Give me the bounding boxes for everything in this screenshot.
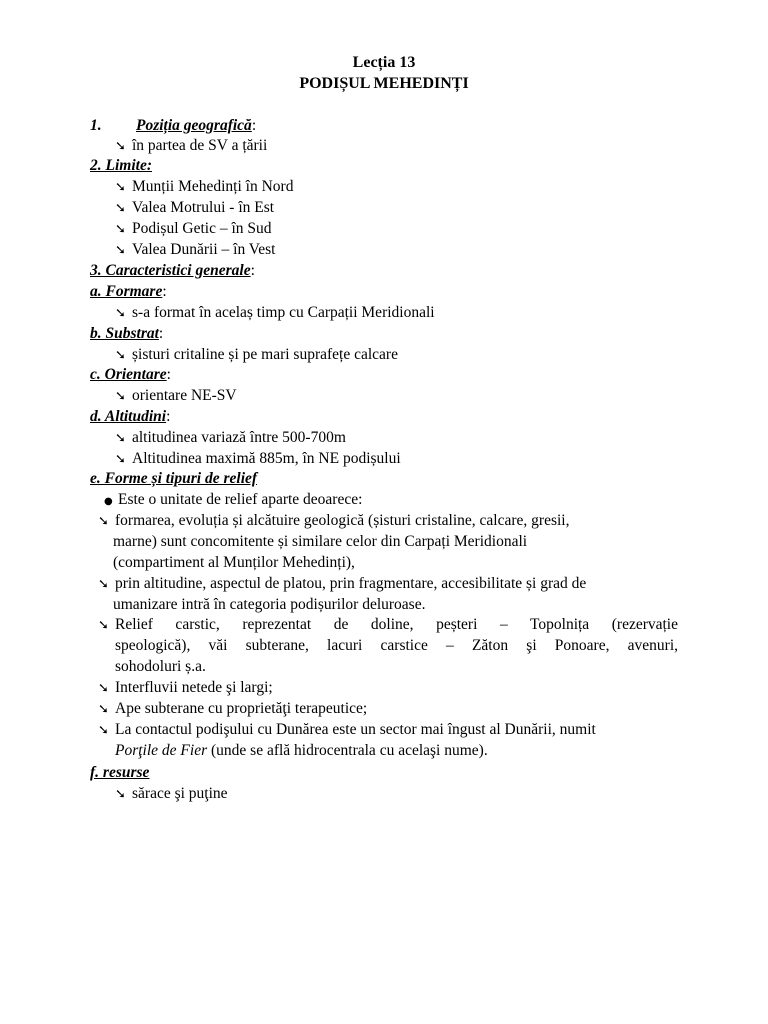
list-item: ● Este o unitate de relief aparte deoarece: <box>104 489 362 512</box>
section-1-heading: 1. Poziția geografică: <box>90 117 257 134</box>
arrow-down-right-icon: ➘ <box>98 681 109 696</box>
list-item-continuation: Porţile de Fier (unde se află hidrocentrala cu acelaşi nume). <box>115 742 488 759</box>
arrow-down-right-icon: ➘ <box>115 787 126 802</box>
arrow-down-right-icon: ➘ <box>115 348 126 363</box>
arrow-down-right-icon: ➘ <box>115 306 126 321</box>
list-item: ➘ formarea, evoluția și alcătuire geologică (șisturi cristaline, calcare, gresii, <box>98 510 569 532</box>
dot-bullet-icon: ● <box>104 496 113 507</box>
list-item: ➘ în partea de SV a țării <box>115 135 267 157</box>
arrow-down-right-icon: ➘ <box>98 577 109 592</box>
list-item: ➘ Relief carstic, reprezentat de doline, peșteri – Topolnița (rezervație <box>98 614 678 636</box>
italic-name: Porţile de Fier <box>115 742 208 759</box>
section-3-heading: 3. Caracteristici generale: <box>90 262 255 279</box>
subsection-c-heading: c. Orientare: <box>90 366 171 383</box>
list-item: ➘ Ape subterane cu proprietăţi terapeutice; <box>98 698 367 720</box>
section-2-heading: 2. Limite: <box>90 157 152 174</box>
arrow-down-right-icon: ➘ <box>115 389 126 404</box>
list-item: ➘ altitudinea variază între 500-700m <box>115 427 346 449</box>
list-item: ➘ Interfluvii netede şi largi; <box>98 677 273 699</box>
arrow-down-right-icon: ➘ <box>98 723 109 738</box>
list-item-continuation: (compartiment al Munților Mehedinți), <box>113 554 355 571</box>
arrow-down-right-icon: ➘ <box>98 702 109 717</box>
list-item-continuation: speologică), văi subterane, lacuri carstice – Zăton şi Ponoare, avenuri, <box>115 637 678 654</box>
list-item: ➘ șisturi critaline și pe mari suprafețe calcare <box>115 344 398 366</box>
subsection-a-heading: a. Formare: <box>90 283 167 300</box>
subsection-e-heading: e. Forme și tipuri de relief <box>90 470 258 487</box>
arrow-down-right-icon: ➘ <box>115 243 126 258</box>
arrow-down-right-icon: ➘ <box>115 201 126 216</box>
subsection-b-heading: b. Substrat: <box>90 325 164 342</box>
list-item: ➘ Munții Mehedinți în Nord <box>115 176 293 198</box>
list-item: ➘ s-a format în acelaș timp cu Carpații Meridionali <box>115 302 435 324</box>
lesson-title: Lecția 13 <box>352 54 416 71</box>
list-item-continuation: umanizare intră în categoria podișurilor deluroase. <box>113 596 426 613</box>
list-item: ➘ orientare NE-SV <box>115 385 237 407</box>
arrow-down-right-icon: ➘ <box>115 180 126 195</box>
list-item: ➘ Podișul Getic – în Sud <box>115 218 272 240</box>
subsection-f-heading: f. resurse <box>90 764 150 781</box>
list-item: ➘ Altitudinea maximă 885m, în NE podișului <box>115 448 401 470</box>
list-item-continuation: marne) sunt concomitente și similare celor din Carpați Meridionali <box>113 533 528 550</box>
subsection-d-heading: d. Altitudini: <box>90 408 171 425</box>
arrow-down-right-icon: ➘ <box>115 431 126 446</box>
arrow-down-right-icon: ➘ <box>115 222 126 237</box>
lesson-subtitle: PODIȘUL MEHEDINȚI <box>299 75 469 92</box>
list-item: ➘ Valea Motrului - în Est <box>115 197 274 219</box>
list-item: ➘ sărace şi puţine <box>115 783 228 805</box>
list-item: ➘ La contactul podişului cu Dunărea este un sector mai îngust al Dunării, numit <box>98 719 596 741</box>
list-item-continuation: sohodoluri ș.a. <box>115 658 206 675</box>
list-item: ➘ prin altitudine, aspectul de platou, prin fragmentare, accesibilitate și grad de <box>98 573 586 595</box>
arrow-down-right-icon: ➘ <box>115 452 126 467</box>
arrow-down-right-icon: ➘ <box>98 514 109 529</box>
arrow-down-right-icon: ➘ <box>115 139 126 154</box>
arrow-down-right-icon: ➘ <box>98 618 109 633</box>
list-item: ➘ Valea Dunării – în Vest <box>115 239 276 261</box>
